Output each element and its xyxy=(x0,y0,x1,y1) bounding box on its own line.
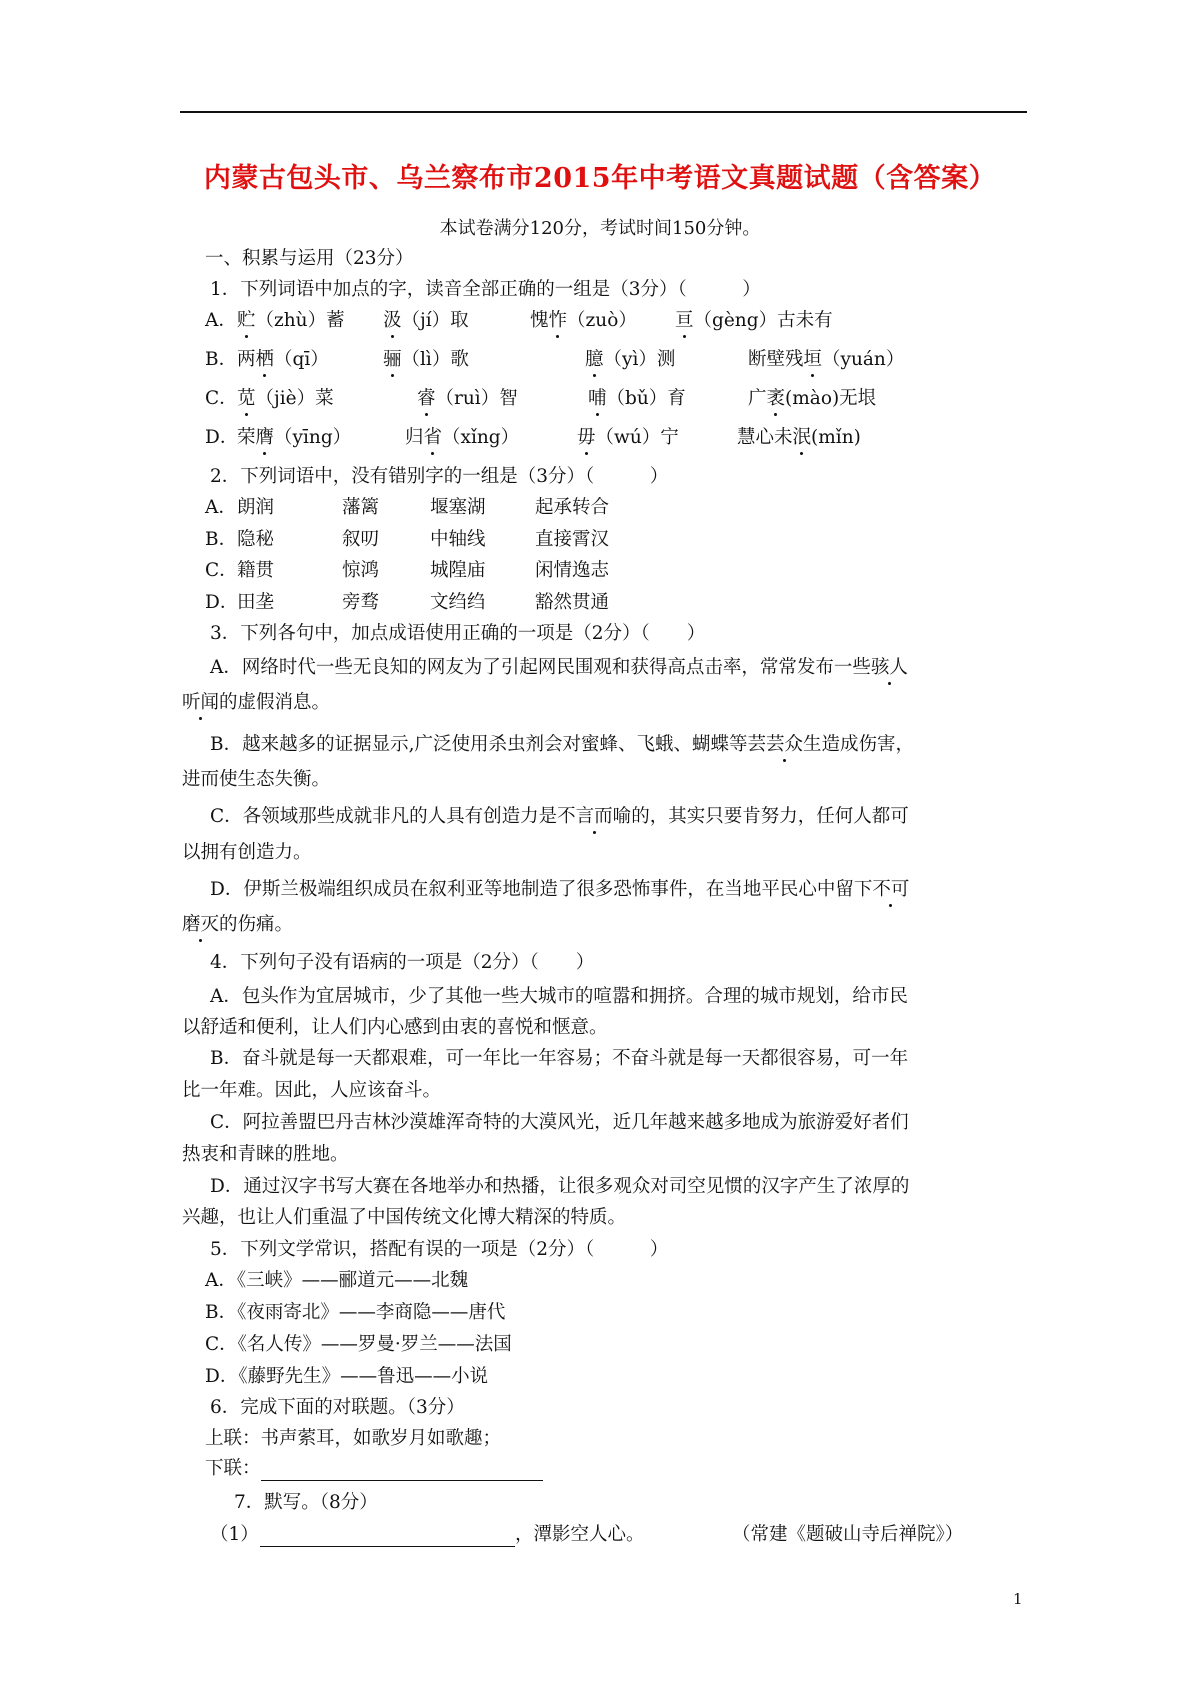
q3-option-a-line1: A．网络时代一些无良知的网友为了引起网民围观和获得高点击率，常常发布一些骇人 xyxy=(210,657,908,678)
q2-option-d: D． 田垄 旁骛 文绉绉 豁然贯通 xyxy=(205,592,610,613)
q4-stem: 4．下列句子没有语病的一项是（2分）（ ） xyxy=(210,952,595,973)
top-rule xyxy=(180,111,1027,113)
q4-line: 以舒适和便利，让人们内心感到由衷的喜悦和惬意。 xyxy=(182,1017,608,1038)
q3-option-d-line1: D．伊斯兰极端组织成员在叙利亚等地制造了很多恐怖事件，在当地平民心中留下不可 xyxy=(210,879,910,900)
answer-blank[interactable] xyxy=(261,1460,543,1481)
emphasis-chars: 骇人 xyxy=(870,657,908,678)
emphasis-char: 贮 xyxy=(237,310,256,331)
exam-info: 本试卷满分120分，考试时间150分钟。 xyxy=(439,218,761,239)
q2-option-c: C． 籍贯 惊鸿 城隍庙 闲情逸志 xyxy=(205,560,610,581)
emphasis-chars: 芸芸众生 xyxy=(747,734,822,755)
emphasis-char: 泯 xyxy=(792,427,812,448)
section-heading: 一、积累与运用（23分） xyxy=(205,248,414,269)
q4-line: 热衷和青睐的胜地。 xyxy=(182,1144,349,1165)
q2-option-b: B． 隐秘 叙叨 中轴线 直接霄汉 xyxy=(205,529,610,550)
q5-stem: 5．下列文学常识，搭配有误的一项是（2分）（ ） xyxy=(210,1239,669,1260)
q5-option: C．《名人传》——罗曼·罗兰——法国 xyxy=(205,1334,512,1355)
q4-line: 兴趣，也让人们重温了中国传统文化博大精深的特质。 xyxy=(182,1207,627,1228)
page-title: 内蒙古包头市、乌兰察布市2015年中考语文真题试题（含答案） xyxy=(203,163,997,194)
q1-stem: 1．下列词语中加点的字，读音全部正确的一组是（3分）（ ） xyxy=(210,279,761,300)
q5-option: D．《藤野先生》——鲁迅——小说 xyxy=(205,1366,489,1387)
q1-option-b: B． 两栖（qī） 骊（lì）歌 臆（yì）测 断壁残垣（yuán） xyxy=(205,349,905,370)
q2-option-a: A． 朗润 藩篱 堰塞湖 起承转合 xyxy=(205,497,610,518)
q6-stem: 6．完成下面的对联题。（3分） xyxy=(210,1397,465,1418)
q1-option-d: D． 荣膺（yīng） 归省（xǐng） 毋（wú）宁 慧心未泯(mǐn) xyxy=(205,427,861,448)
emphasis-char: 汲 xyxy=(383,310,402,331)
emphasis-char: 骊 xyxy=(383,349,402,370)
emphasis-chars: 不可 xyxy=(872,879,910,900)
couplet-lower: 下联： xyxy=(205,1457,543,1481)
emphasis-char: 苋 xyxy=(237,388,256,409)
emphasis-char: 臆 xyxy=(585,349,604,370)
q1-option-a: A． 贮（zhù）蓄 汲（jí）取 愧怍（zuò） 亘（gèng）古未有 xyxy=(205,310,833,331)
q4-line: 比一年难。因此，人应该奋斗。 xyxy=(182,1080,442,1101)
emphasis-char: 睿 xyxy=(417,388,436,409)
q4-line: C．阿拉善盟巴丹吉林沙漠雄浑奇特的大漠风光，近几年越来越多地成为旅游爱好者们 xyxy=(210,1112,909,1133)
q4-line: A．包头作为宜居城市，少了其他一些大城市的喧嚣和拥挤。合理的城市规划，给市民 xyxy=(210,986,908,1007)
couplet-upper: 上联：书声萦耳，如歌岁月如歌趣； xyxy=(205,1428,502,1449)
emphasis-char: 栖 xyxy=(255,349,275,370)
emphasis-char: 亘 xyxy=(675,310,694,331)
q3-option-a-line2: 听闻的虚假消息。 xyxy=(182,692,331,713)
page-number: 1 xyxy=(1013,1590,1023,1608)
q3-option-d-line2: 磨灭的伤痛。 xyxy=(182,914,294,935)
emphasis-char: 省 xyxy=(423,427,443,448)
q4-line: D．通过汉字书写大赛在各地举办和热播，让很多观众对司空见惯的汉字产生了浓厚的 xyxy=(210,1176,910,1197)
emphasis-chars: 磨灭 xyxy=(182,914,220,935)
emphasis-chars: 不言而喻 xyxy=(557,806,632,827)
q3-option-c-line1: C．各领域那些成就非凡的人具有创造力是不言而喻的，其实只要肯努力，任何人都可 xyxy=(210,806,909,827)
q3-option-b-line2: 进而使生态失衡。 xyxy=(182,769,331,790)
q4-line: B．奋斗就是每一天都艰难，可一年比一年容易；不奋斗就是每一天都很容易，可一年 xyxy=(210,1048,909,1069)
emphasis-char: 膺 xyxy=(255,427,275,448)
emphasis-char: 毋 xyxy=(577,427,596,448)
q5-option: A．《三峡》——郦道元——北魏 xyxy=(205,1270,469,1291)
q3-option-b-line1: B．越来越多的证据显示,广泛使用杀虫剂会对蜜蜂、飞蛾、蝴蝶等芸芸众生造成伤害， xyxy=(210,734,915,755)
emphasis-char: 袤 xyxy=(766,388,786,409)
emphasis-char: 垣 xyxy=(803,349,823,370)
q3-stem: 3．下列各句中，加点成语使用正确的一项是（2分）（ ） xyxy=(210,623,706,644)
q2-stem: 2．下列词语中，没有错别字的一组是（3分）（ ） xyxy=(210,466,669,487)
emphasis-char: 怍 xyxy=(548,310,568,331)
emphasis-chars: 听闻 xyxy=(182,692,220,713)
answer-blank[interactable] xyxy=(260,1526,515,1547)
emphasis-char: 哺 xyxy=(588,388,607,409)
q3-option-c-line2: 以拥有创造力。 xyxy=(182,842,312,863)
q7-stem: 7．默写。（8分） xyxy=(234,1492,378,1513)
q7-item-1: （1） ，潭影空人心。 （常建《题破山寺后禅院》） xyxy=(210,1524,964,1545)
q1-option-c: C． 苋（jiè）菜 睿（ruì）智 哺（bǔ）育 广袤(mào)无垠 xyxy=(205,388,877,409)
q5-option: B．《夜雨寄北》——李商隐——唐代 xyxy=(205,1302,506,1323)
